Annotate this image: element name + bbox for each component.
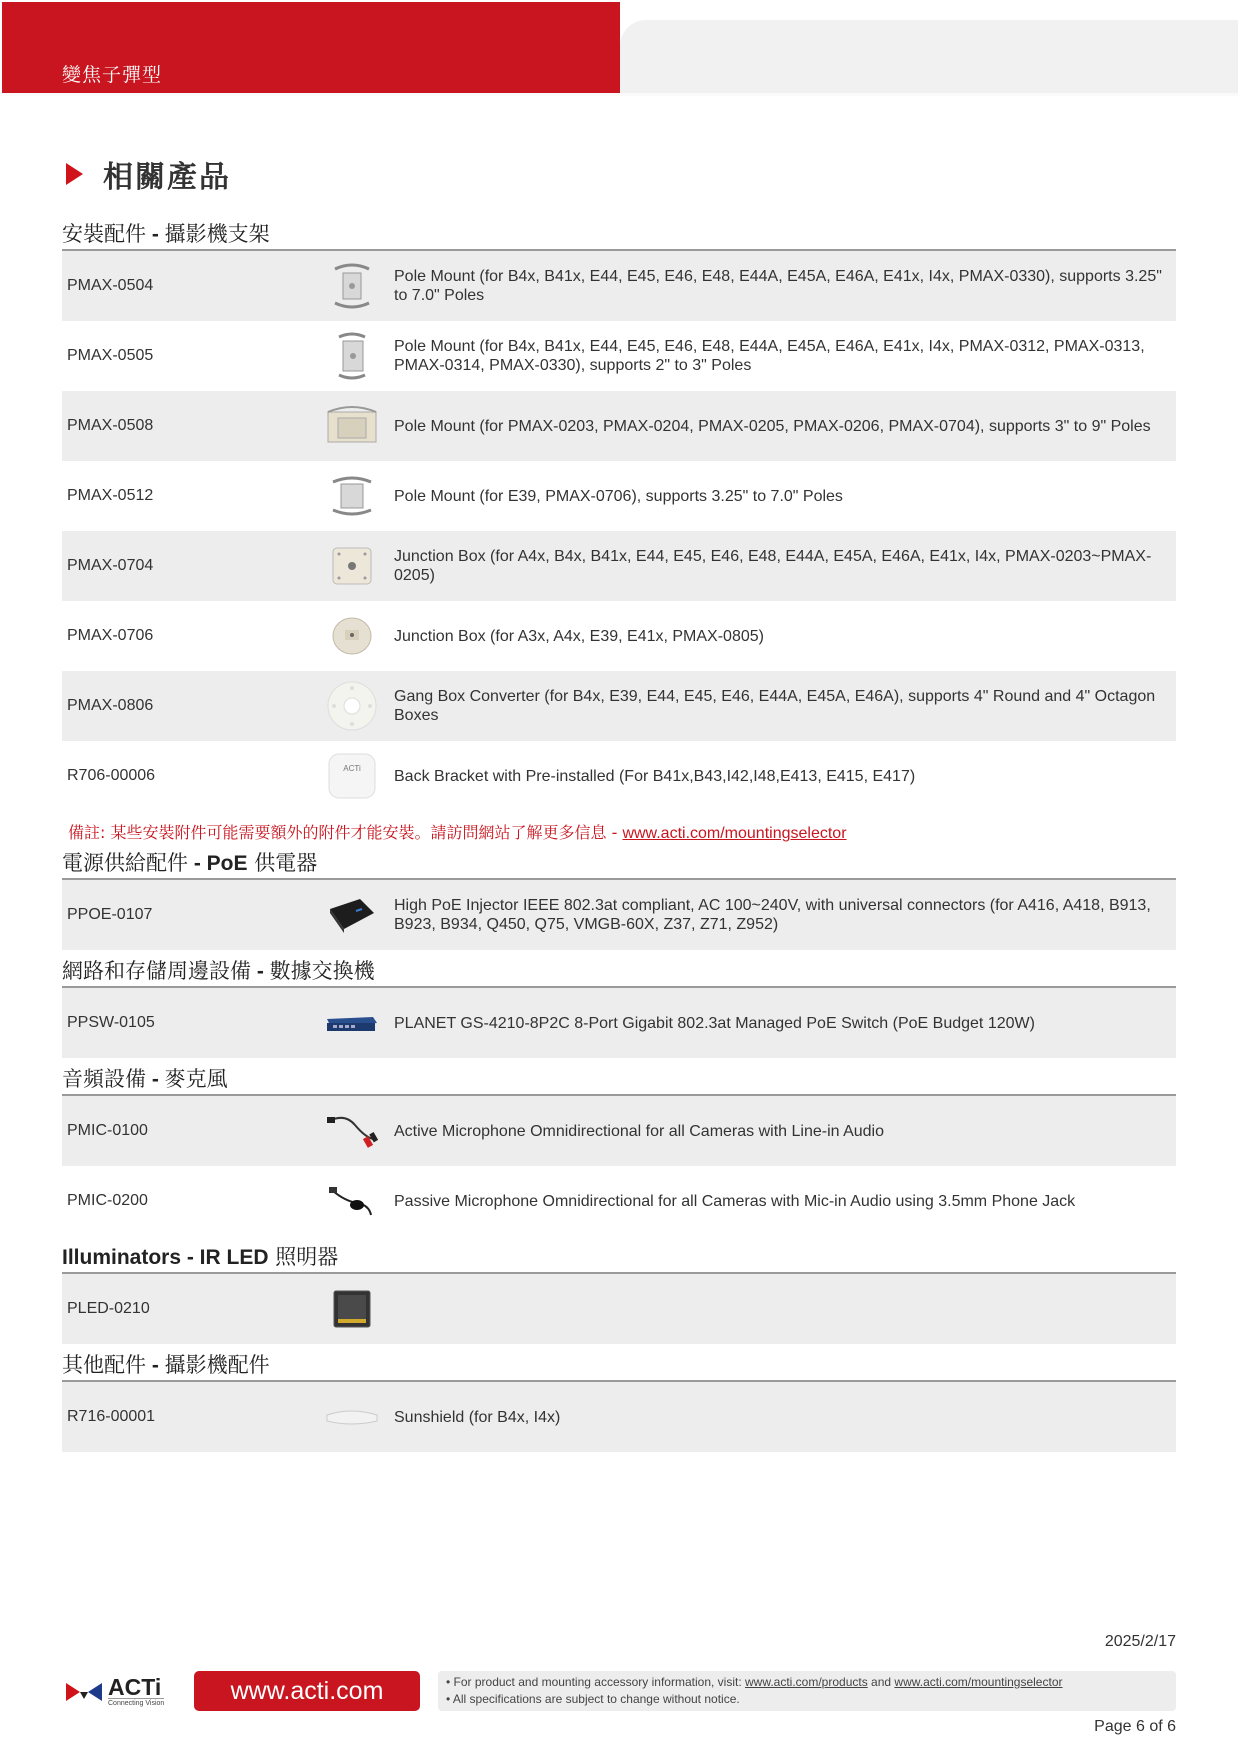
- junction-box-icon: [316, 536, 388, 596]
- footer-info-box: • For product and mounting accessory information, visit: www.acti.com/products and www.acti.com/mountingselector • All specifications are subject to change without notice.: [438, 1671, 1176, 1711]
- logo-tagline: Connecting Vision: [108, 1700, 165, 1707]
- category-heading: 其他配件 - 攝影機配件: [62, 1351, 1176, 1382]
- mounting-note: 備註: 某些安裝附件可能需要額外的附件才能安裝。請訪問網站了解更多信息 - www.acti.com/mountingselector: [68, 823, 847, 842]
- microphone-icon: [316, 1171, 388, 1231]
- category-poe: [62, 849, 1176, 950]
- page-number: Page 6 of 6: [1094, 1718, 1176, 1735]
- table-row: [62, 531, 1176, 601]
- category-heading: 音頻設備 - 麥克風: [62, 1065, 1176, 1096]
- product-code: PMIC-0200: [67, 1192, 148, 1209]
- table-row: [62, 461, 1176, 531]
- category-heading: Illuminators - IR LED 照明器: [62, 1243, 1176, 1274]
- section-title-text: 相關產品: [103, 160, 231, 195]
- network-switch-icon: [316, 993, 388, 1053]
- round-junction-box-icon: [316, 606, 388, 666]
- product-description: Gang Box Converter (for B4x, E39, E44, E45, E46, E44A, E45A, E46A), supports 4" Round and 4" Octagon Boxes: [394, 688, 1156, 724]
- mounting-selector-link[interactable]: www.acti.com/mountingselector: [622, 825, 847, 842]
- product-code: R716-00001: [67, 1408, 156, 1425]
- section-title: [66, 152, 231, 196]
- ir-illuminator-icon: [316, 1279, 388, 1339]
- category-heading: 網路和存儲周邊設備 - 數據交換機: [62, 957, 1176, 988]
- pole-mount-bracket-icon: [316, 466, 388, 526]
- table-row: [62, 671, 1176, 741]
- spec-disclaimer: • All specifications are subject to change without notice.: [446, 1692, 740, 1706]
- products-link[interactable]: www.acti.com/products: [745, 1675, 868, 1689]
- product-code: PMAX-0806: [67, 697, 154, 714]
- table-row: [62, 1382, 1176, 1452]
- product-code: PMAX-0704: [67, 557, 154, 574]
- logo-wordmark: ACTi: [108, 1674, 162, 1700]
- product-description: High PoE Injector IEEE 802.3at compliant, AC 100~240V, with universal connectors (for A416, A418, B913, B923, B934, Q450, Q75, VMGB-60X, Z37, Z71, Z952): [394, 897, 1151, 933]
- sunshield-icon: [316, 1387, 388, 1447]
- table-row: [62, 251, 1176, 321]
- category-audio: [62, 1065, 1176, 1236]
- table-row: [62, 880, 1176, 950]
- header-gray-panel: [620, 20, 1238, 93]
- product-description: Back Bracket with Pre-installed (For B41x,B43,I42,I48,E413, E415, E417): [394, 767, 916, 785]
- document-date: 2025/2/17: [1104, 1633, 1176, 1650]
- product-description: Passive Microphone Omnidirectional for all Cameras with Mic-in Audio using 3.5mm Phone Jack: [394, 1192, 1076, 1210]
- product-description: Pole Mount (for PMAX-0203, PMAX-0204, PMAX-0205, PMAX-0206, PMAX-0704), supports 3" to 9" Poles: [394, 417, 1151, 435]
- header-divider: [2, 93, 1238, 96]
- category-network: [62, 957, 1176, 1058]
- category-illuminators: [62, 1243, 1176, 1344]
- product-code: PMAX-0508: [67, 417, 154, 434]
- product-code: R706-00006: [67, 767, 156, 784]
- table-row: [62, 741, 1176, 811]
- table-row: [62, 601, 1176, 671]
- pole-mount-box-icon: [316, 396, 388, 456]
- product-description: Active Microphone Omnidirectional for all Cameras with Line-in Audio: [394, 1122, 884, 1140]
- pole-mount-bracket-icon: [316, 326, 388, 386]
- category-heading: 安裝配件 - 攝影機支架: [62, 220, 1176, 251]
- header-title: 變焦子彈型: [62, 64, 163, 86]
- pole-mount-bracket-icon: [316, 256, 388, 316]
- product-code: PMIC-0100: [67, 1122, 148, 1139]
- website-link-button[interactable]: www.acti.com: [194, 1671, 420, 1711]
- acti-logo: [66, 1676, 164, 1707]
- product-description: PLANET GS-4210-8P2C 8-Port Gigabit 802.3at Managed PoE Switch (PoE Budget 120W): [394, 1014, 1035, 1032]
- product-description: Junction Box (for A4x, B4x, B41x, E44, E45, E46, E48, E44A, E45A, E46A, E41x, I4x, PMAX-0203~PMAX-0205): [394, 548, 1152, 584]
- table-row: [62, 1166, 1176, 1236]
- microphone-cable-icon: [316, 1101, 388, 1161]
- table-row: [62, 321, 1176, 391]
- back-bracket-icon: [316, 746, 388, 806]
- product-description: Junction Box (for A3x, A4x, E39, E41x, PMAX-0805): [394, 627, 764, 645]
- mounting-selector-footer-link[interactable]: www.acti.com/mountingselector: [894, 1675, 1063, 1689]
- product-description: Pole Mount (for B4x, B41x, E44, E45, E46, E48, E44A, E45A, E46A, E41x, I4x, PMAX-0330), supports 3.25" to 7.0" Poles: [394, 268, 1162, 304]
- table-row: [62, 1096, 1176, 1166]
- product-code: PPOE-0107: [67, 906, 153, 923]
- product-code: PMAX-0504: [67, 277, 154, 294]
- category-heading: 電源供給配件 - PoE 供電器: [62, 849, 1176, 880]
- product-description: Pole Mount (for E39, PMAX-0706), supports 3.25" to 7.0" Poles: [394, 487, 843, 505]
- table-row: [62, 988, 1176, 1058]
- poe-injector-icon: [316, 885, 388, 945]
- product-description: Pole Mount (for B4x, B41x, E44, E45, E46, E48, E44A, E45A, E46A, E41x, I4x, PMAX-0312, PMAX-0313, PMAX-0314, PMAX-0330), supports 2" to 3" Poles: [394, 338, 1145, 374]
- acti-logo-icon: [66, 1679, 102, 1705]
- product-code: PLED-0210: [67, 1300, 150, 1317]
- table-row: [62, 391, 1176, 461]
- product-code: PPSW-0105: [67, 1014, 155, 1031]
- product-description: Sunshield (for B4x, I4x): [394, 1408, 561, 1426]
- product-code: PMAX-0706: [67, 627, 154, 644]
- triangle-bullet-icon: [66, 163, 83, 185]
- product-code: PMAX-0505: [67, 347, 154, 364]
- category-mounting: [62, 220, 1176, 811]
- svg-text:ACTi: ACTi: [343, 764, 361, 773]
- product-code: PMAX-0512: [67, 487, 154, 504]
- table-row: [62, 1274, 1176, 1344]
- gang-box-converter-icon: [316, 676, 388, 736]
- category-camera-accessories: [62, 1351, 1176, 1452]
